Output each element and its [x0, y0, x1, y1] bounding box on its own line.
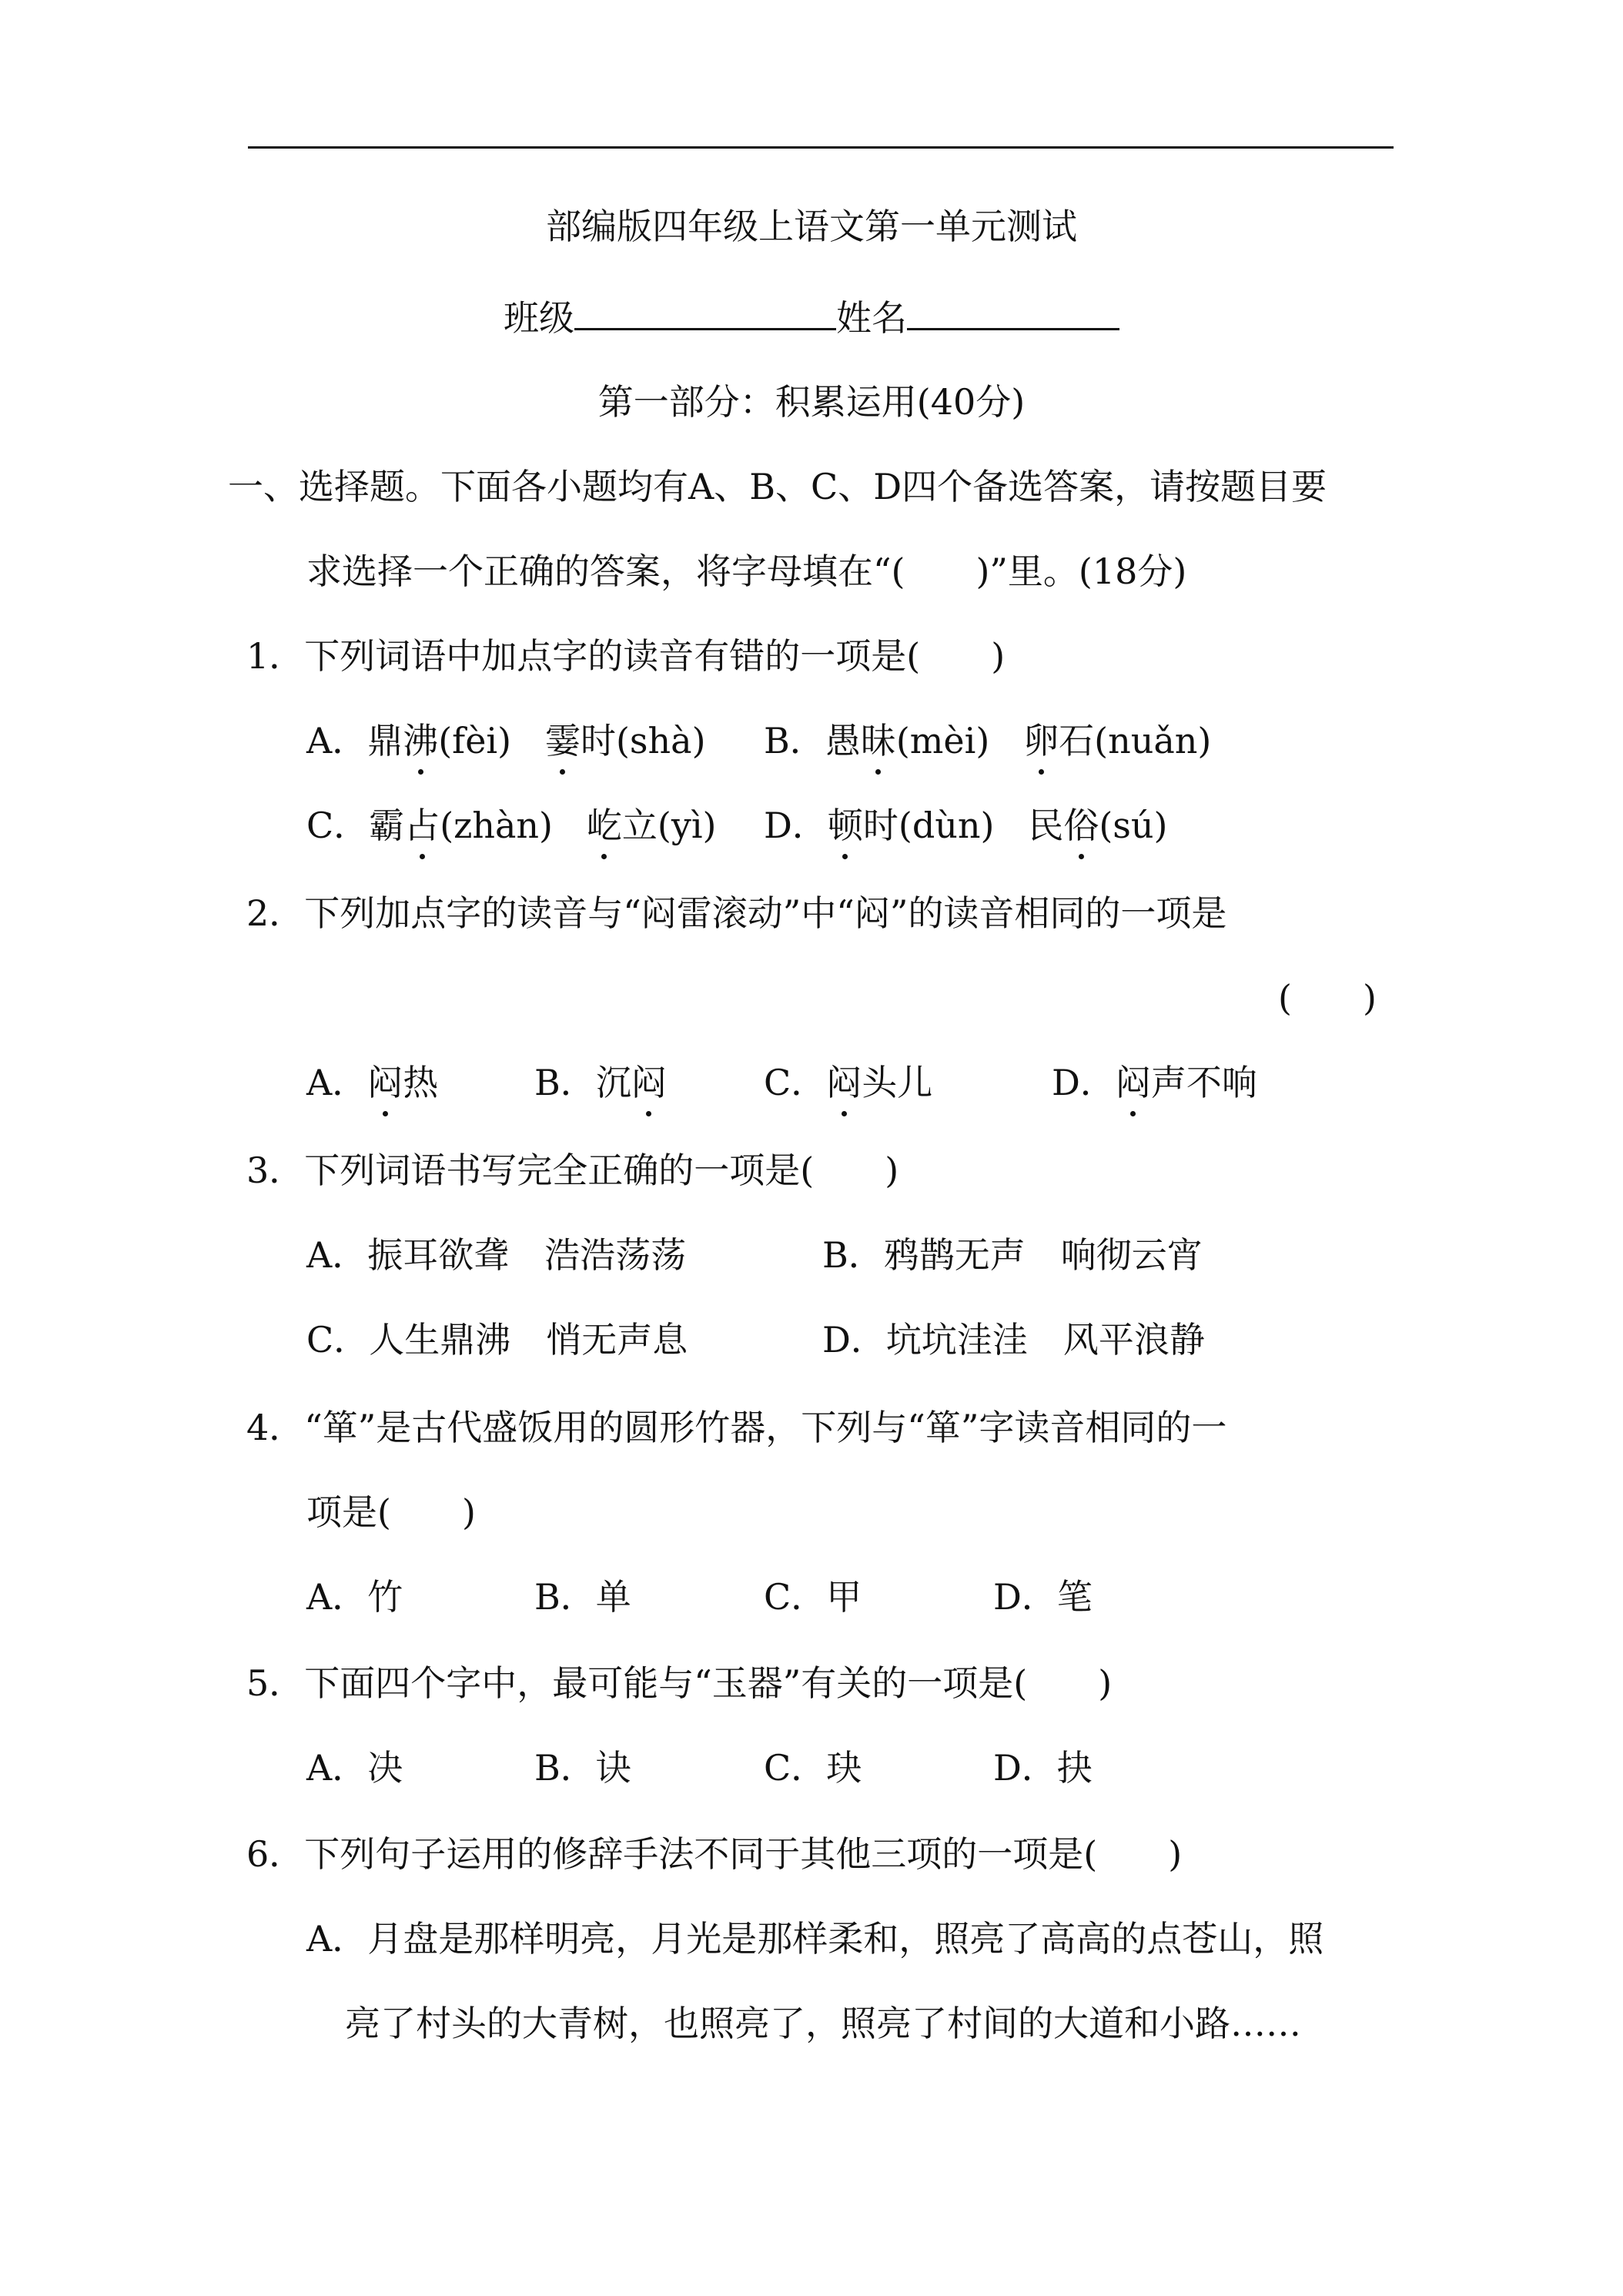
- q1-option-d-label: D．: [764, 805, 828, 846]
- pinyin: (fèi): [438, 720, 512, 761]
- q6-option-a-line1[interactable]: A．月盘是那样明亮，月光是那样柔和，照亮了高高的点苍山，照: [306, 1918, 1324, 1960]
- q2-option-a[interactable]: [306, 1061, 438, 1104]
- page-title: 部编版四年级上语文第一单元测试: [546, 206, 1077, 247]
- text: 立(yì): [621, 805, 717, 846]
- q4-stem-line2: 项是( ): [306, 1491, 476, 1533]
- dotted-char: 沸: [403, 720, 439, 761]
- q1-row1: [306, 719, 706, 762]
- section-heading-line2: 求选择一个正确的答案，将字母填在“( )”里。(18分): [306, 551, 1187, 592]
- q1-option-a[interactable]: [306, 720, 706, 761]
- text: 热: [403, 1062, 439, 1103]
- q2-stem: 2．下列加点字的读音与“闷雷滚动”中“闷”的读音相同的一项是: [246, 892, 1227, 934]
- dotted-char: 昧: [860, 720, 896, 761]
- q6-option-a-line2: 亮了村头的大青树，也照亮了，照亮了村间的大道和小路……: [345, 2003, 1301, 2044]
- section-heading-line1: 一、选择题。下面各小题均有A、B、C、D四个备选答案，请按题目要: [228, 466, 1327, 507]
- dotted-char: 俗: [1063, 805, 1099, 846]
- label: D．: [1052, 1062, 1116, 1103]
- dotted-char: 闷: [631, 1062, 667, 1103]
- text: 民: [1028, 805, 1064, 846]
- class-label: 班级: [504, 297, 574, 339]
- dotted-char: 闷: [367, 1062, 403, 1103]
- class-blank[interactable]: [574, 294, 836, 330]
- q1-option-a-label: A．: [306, 720, 368, 761]
- q1-row1-b: [764, 719, 1211, 762]
- q5-option-c[interactable]: C．玦: [764, 1747, 862, 1789]
- q4-option-d[interactable]: D．笔: [993, 1576, 1093, 1618]
- text: 头儿: [862, 1062, 933, 1103]
- q4-option-b[interactable]: B．单: [534, 1576, 631, 1618]
- dotted-char: 霎: [544, 720, 581, 761]
- dotted-char: 顿: [827, 805, 863, 846]
- q4-stem-line1: 4．“箪”是古代盛饭用的圆形竹器，下列与“箪”字读音相同的一: [246, 1407, 1227, 1448]
- q1-option-d[interactable]: [764, 805, 1167, 846]
- q6-stem: 6．下列句子运用的修辞手法不同于其他三项的一项是( ): [246, 1833, 1183, 1875]
- dotted-char: 屹: [586, 805, 622, 846]
- text: 石(nuǎn): [1059, 720, 1212, 761]
- q3-option-d[interactable]: D．坑坑洼洼 风平浪静: [822, 1319, 1205, 1361]
- top-rule: [248, 146, 1394, 149]
- q4-option-c[interactable]: C．甲: [764, 1576, 862, 1618]
- text: 声不响: [1150, 1062, 1257, 1103]
- q3-stem: 3．下列词语书写完全正确的一项是( ): [246, 1150, 899, 1191]
- label: B．: [534, 1062, 596, 1103]
- part-title: 第一部分：积累运用(40分): [597, 381, 1026, 423]
- q5-option-a[interactable]: A．决: [306, 1747, 403, 1789]
- text: 时(dùn): [862, 805, 995, 846]
- label: C．: [764, 1062, 827, 1103]
- label: A．: [306, 1062, 368, 1103]
- dotted-char: 占: [404, 805, 440, 846]
- text: 霸: [369, 805, 405, 846]
- pinyin: (sú): [1099, 805, 1168, 846]
- q5-stem: 5．下面四个字中，最可能与“玉器”有关的一项是( ): [246, 1662, 1113, 1704]
- pinyin: (zhàn): [440, 805, 554, 846]
- text: 沉: [595, 1062, 631, 1103]
- q2-option-d[interactable]: [1052, 1061, 1257, 1104]
- dotted-char: 闷: [1115, 1062, 1151, 1103]
- text: 愚: [825, 720, 861, 761]
- q1-option-b-label: B．: [764, 720, 825, 761]
- q3-option-a[interactable]: A．振耳欲聋 浩浩荡荡: [306, 1234, 687, 1276]
- q2-answer-paren[interactable]: ( ): [1278, 977, 1377, 1019]
- dotted-char: 闷: [826, 1062, 862, 1103]
- text: 时(shà): [580, 720, 706, 761]
- q1-option-c-label: C．: [306, 805, 370, 846]
- q1-stem: 1．下列词语中加点字的读音有错的一项是( ): [246, 635, 1006, 677]
- q1-row2: [306, 804, 716, 847]
- q1-option-b[interactable]: [764, 720, 1211, 761]
- dotted-char: 卵: [1023, 720, 1059, 761]
- q1-option-c[interactable]: [306, 805, 716, 846]
- name-blank[interactable]: [907, 294, 1119, 330]
- q3-option-c[interactable]: C．人生鼎沸 悄无声息: [306, 1319, 688, 1361]
- q4-option-a[interactable]: A．竹: [306, 1576, 403, 1618]
- name-label: 姓名: [836, 297, 907, 339]
- text: 鼎: [367, 720, 403, 761]
- q5-option-b[interactable]: B．诀: [534, 1747, 631, 1789]
- q3-option-b[interactable]: B．鸦鹊无声 响彻云宵: [822, 1234, 1203, 1276]
- q5-option-d[interactable]: D．抉: [993, 1747, 1093, 1789]
- pinyin: (mèi): [895, 720, 990, 761]
- name-line: [0, 294, 1623, 340]
- q2-option-b[interactable]: [534, 1061, 667, 1104]
- q1-row2-d: [764, 804, 1167, 847]
- q2-option-c[interactable]: [764, 1061, 932, 1104]
